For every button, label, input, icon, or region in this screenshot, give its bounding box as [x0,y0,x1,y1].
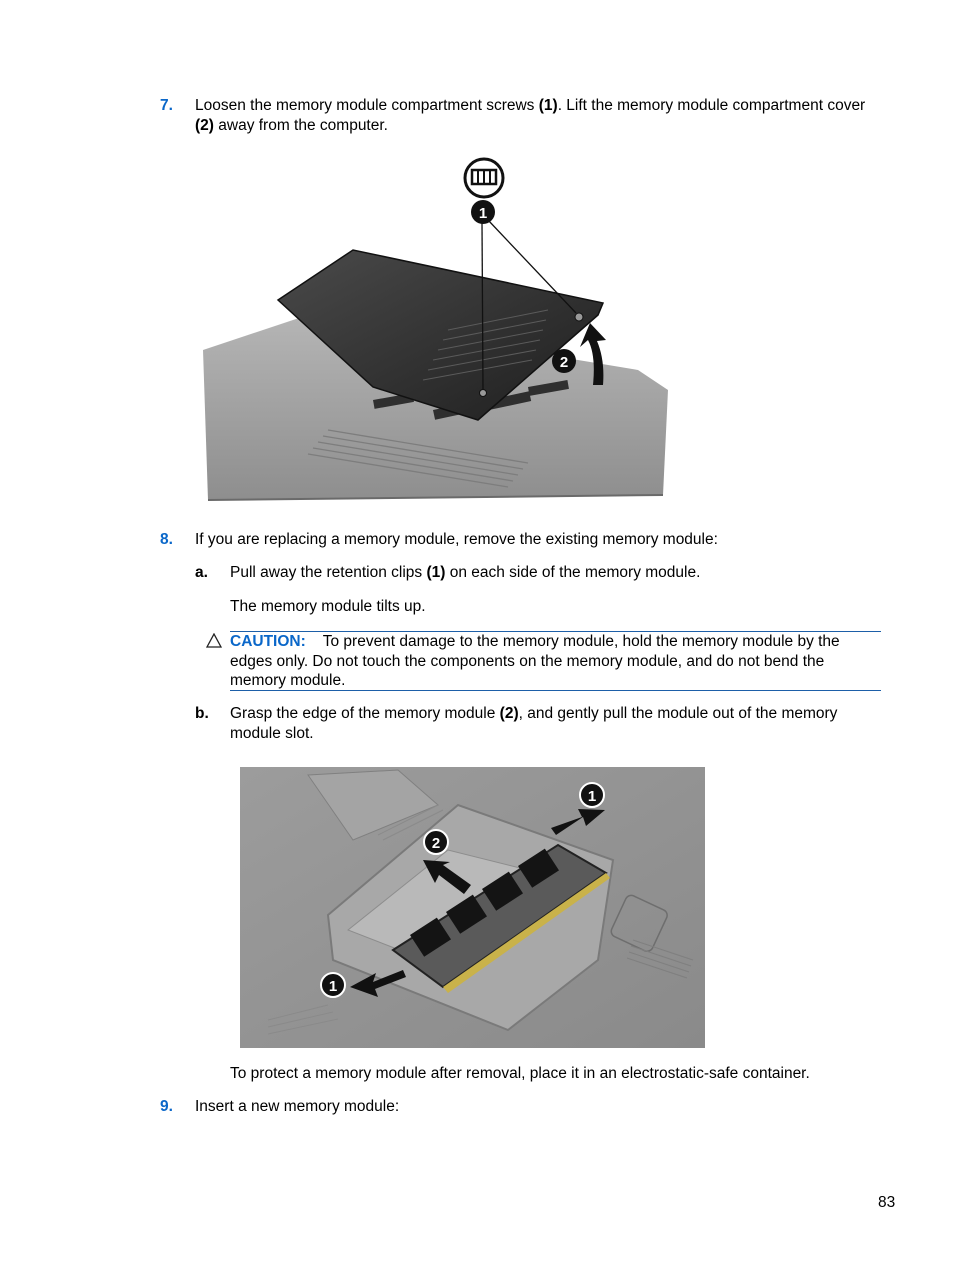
step-8-text: If you are replacing a memory module, remove the existing memory module: [195,531,718,548]
step-8b-bold: (2) [499,705,519,722]
step-8b-text [230,704,880,743]
page-number: 83 [878,1194,896,1211]
memory-module-icon [465,159,503,197]
step-8a-letter: a. [195,564,208,581]
step-8b-text-b: , and gently pull the module out of the memory module slot. [230,705,838,742]
screw-icon [575,313,583,321]
step-8a-bold: (1) [426,564,446,581]
caution-box [230,631,881,691]
step-7-number: 7. [160,97,173,114]
callout-2-label: 2 [431,835,441,852]
figure-memory-module-removal [238,765,708,1050]
caution-triangle-icon [206,633,222,648]
step-8b-letter: b. [195,705,209,722]
caution-content [230,632,881,691]
callout-1-label: 1 [478,205,488,222]
step-9-number: 9. [160,1098,173,1115]
step-8b-text-a: Grasp the edge of the memory module [230,705,500,722]
caution-text: To prevent damage to the memory module, hold the memory module by the edges only. Do not touch the components on the memory module, and do not bend the memory module. [230,633,840,689]
step-8a-note: The memory module tilts up. [230,598,426,615]
screw-icon [480,390,487,397]
caution-label: CAUTION: [230,633,306,650]
step-8a-text-a: Pull away the retention clips [230,564,427,581]
step-7-text-a: Loosen the memory module compartment screws [195,97,539,114]
step-8-number: 8. [160,531,173,548]
callout-1-right-label: 1 [587,788,597,805]
step-7-bold-2: (2) [195,116,214,134]
step-9-text: Insert a new memory module: [195,1098,400,1115]
step-7-text [195,96,895,135]
step-7-bold-1: (1) [538,97,558,114]
protect-note: To protect a memory module after removal, place it in an electrostatic-safe container. [230,1065,810,1082]
step-8a-text [230,563,700,583]
step-7-text-b: . Lift the memory module compartment cover [557,97,866,114]
callout-1-left-label: 1 [328,978,338,995]
step-7-text-c: away from the computer. [213,116,388,134]
step-8a-text-b: on each side of the memory module. [445,564,701,581]
figure-memory-cover-removal [198,155,673,505]
callout-2-label: 2 [559,354,569,371]
